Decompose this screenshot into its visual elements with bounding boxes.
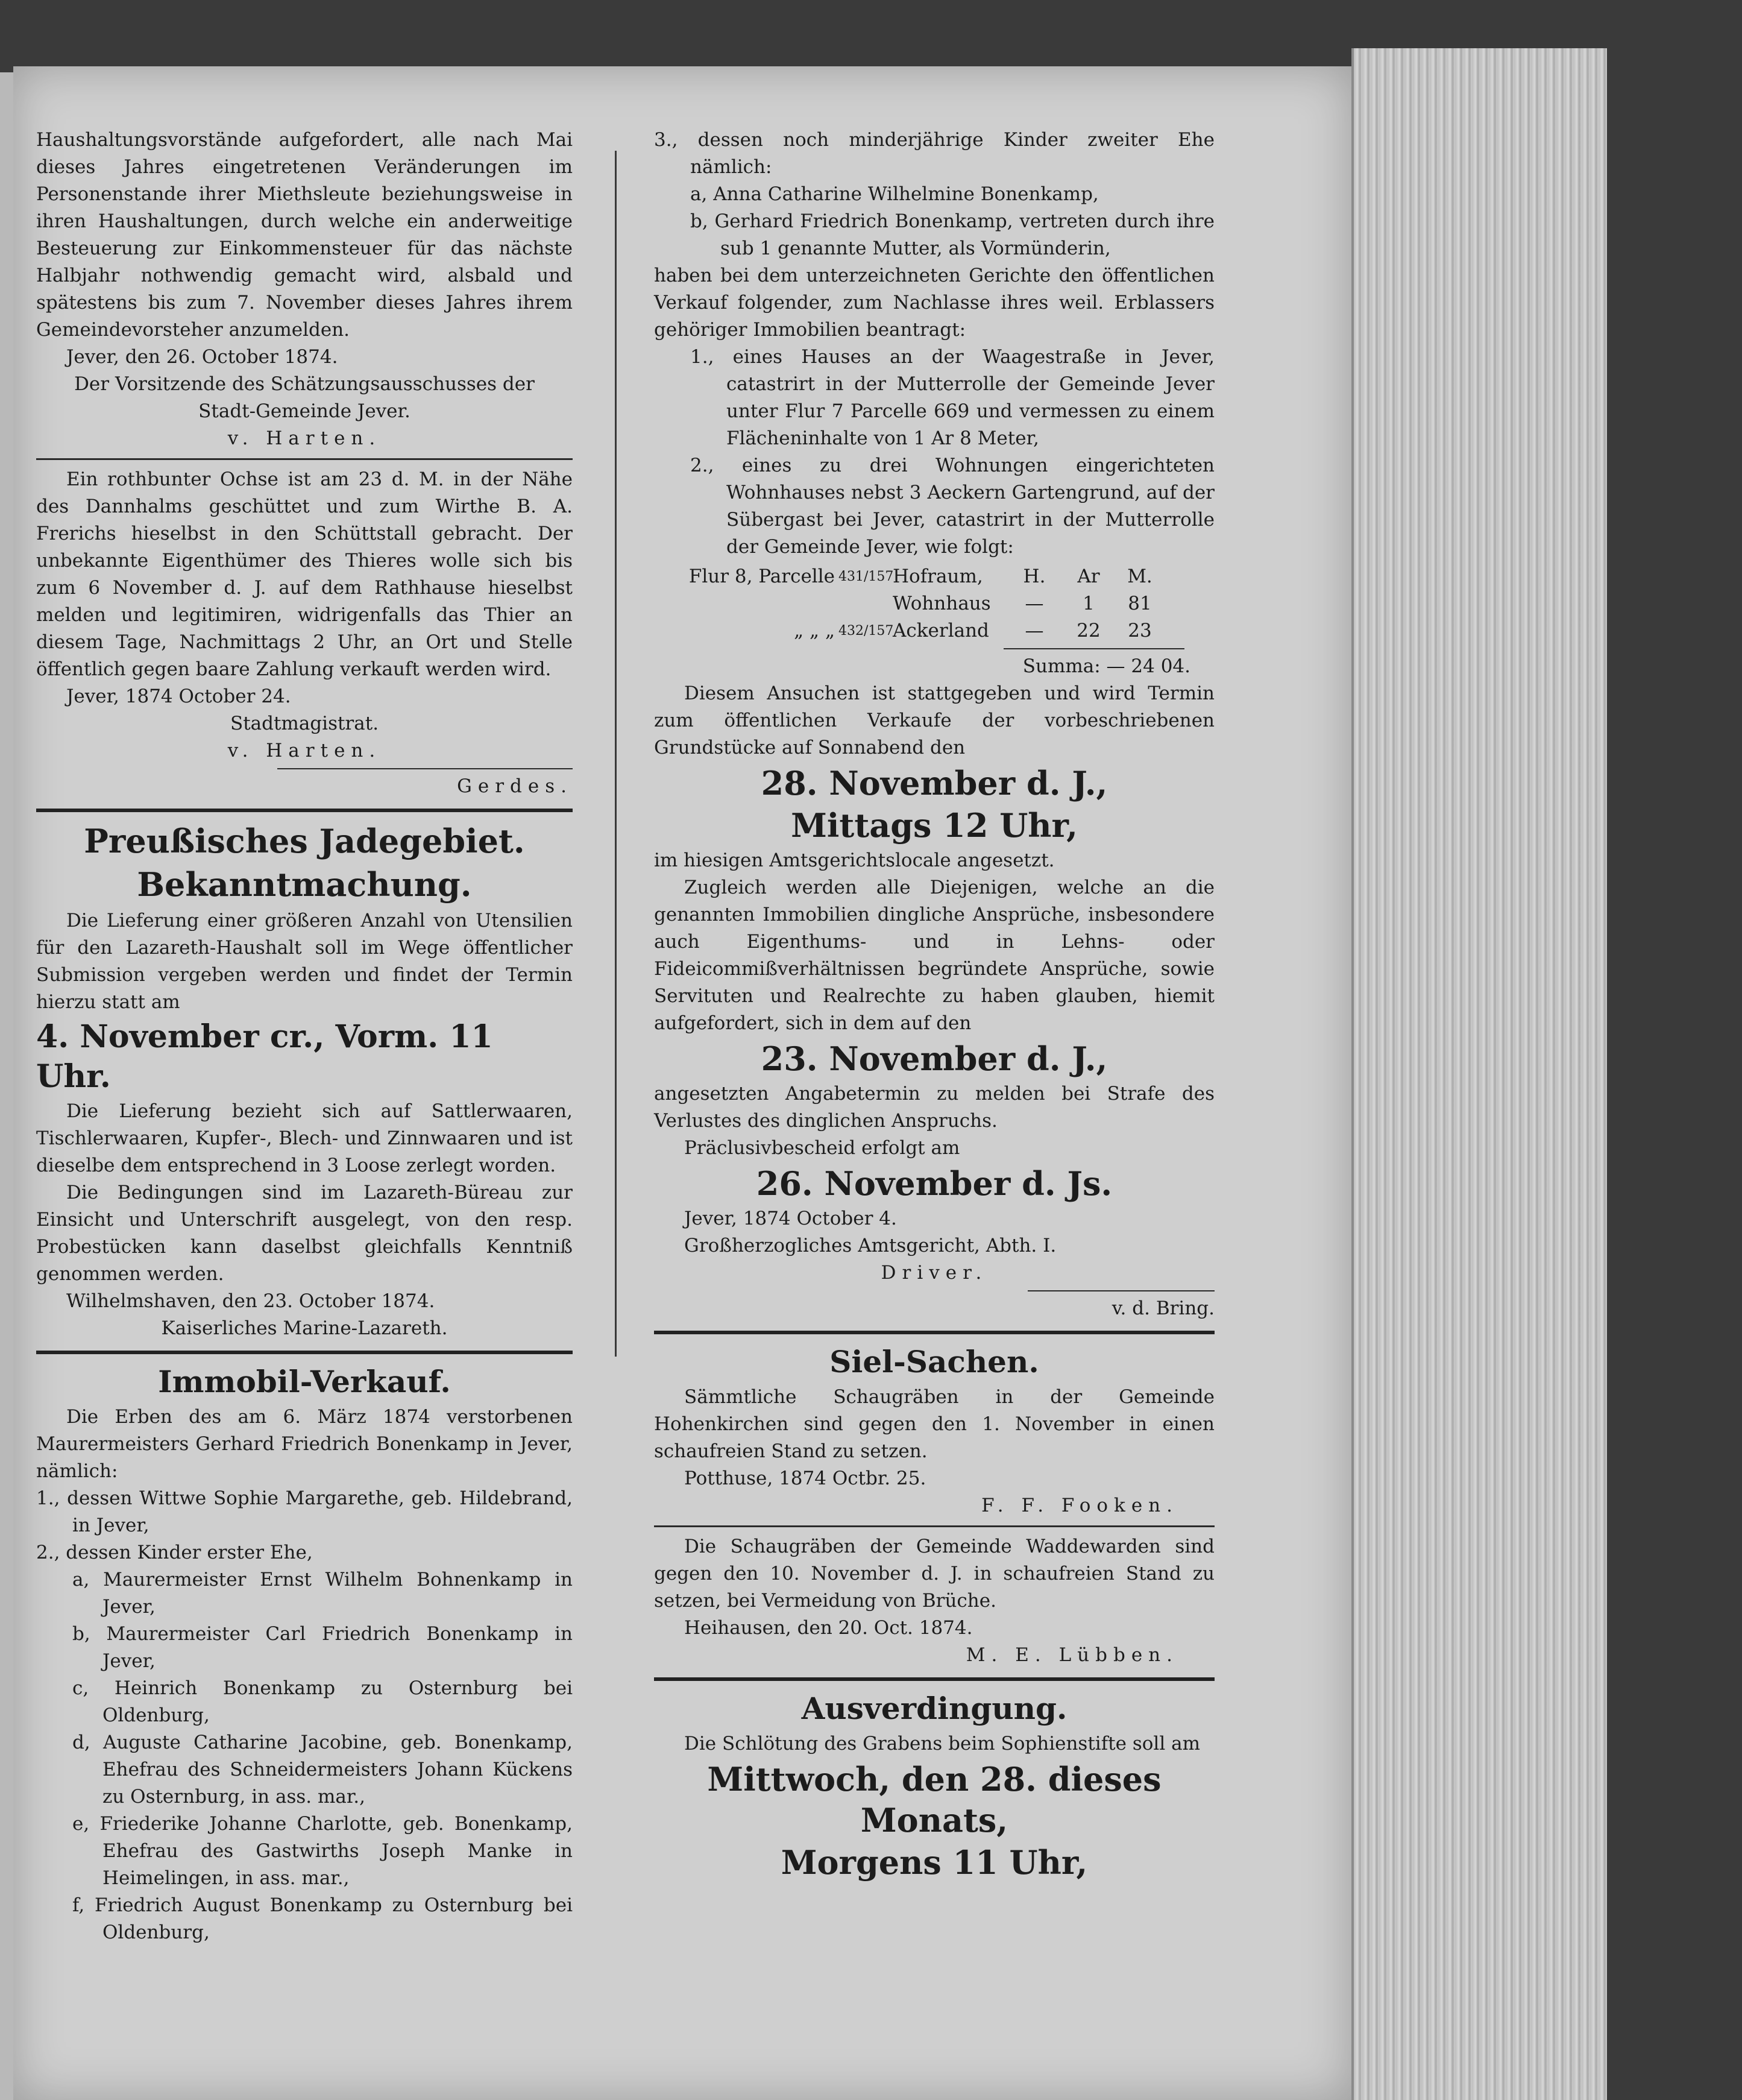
list-subitem: f, Friedrich August Bonenkamp zu Osternburg bei Oldenburg,	[72, 1894, 573, 1943]
notice-date: Jever, den 26. October 1874.	[66, 346, 338, 368]
notice-signer-name: M. E. Lübben.	[966, 1644, 1178, 1666]
notice-siel-sachen	[654, 1343, 1215, 1669]
list-subitem: a, Anna Catharine Wilhelmine Bonenkamp,	[690, 183, 1099, 205]
table-cell-parcel: 432/157	[838, 623, 894, 639]
notice-lazareth-submission	[36, 821, 573, 1342]
table-cell-parcel	[835, 590, 893, 617]
section-rule	[654, 1331, 1215, 1334]
table-row	[654, 617, 1215, 645]
notice-heading: Siel-Sachen.	[829, 1344, 1039, 1380]
notice-ausverdingung	[654, 1689, 1215, 1883]
notice-body: Die Schaugräben der Gemeinde Waddewarden sind gegen den 10. November d. J. in schaufreien Stand zu setzen, bei Vermeidung von Brüche.	[654, 1536, 1215, 1612]
notice-tax-registration	[36, 127, 573, 452]
section-rule	[654, 1525, 1215, 1527]
list-item: 1., dessen Wittwe Sophie Margarethe, geb. Hildebrand, in Jever,	[36, 1487, 573, 1536]
sum-rule	[1004, 648, 1184, 649]
list-subitem: d, Auguste Catharine Jacobine, geb. Bonenkamp, Ehefrau des Schneidermeisters Johann Kückens zu Osternburg, in ass. mar.,	[72, 1732, 573, 1808]
list-item: 3., dessen noch minderjährige Kinder zweiter Ehe nämlich:	[654, 129, 1215, 178]
notice-heading: Ausverdingung.	[801, 1691, 1068, 1726]
column-divider	[615, 151, 617, 1357]
notice-body: Präclusivbescheid erfolgt am	[684, 1137, 960, 1159]
notice-body: haben bei dem unterzeichneten Gerichte den öffentlichen Verkauf folgender, zum Nachlasse ihres weil. Erblassers gehöriger Immobilien beantragt:	[654, 265, 1215, 341]
property-item: 1., eines Hauses an der Waagestraße in Jever, catastrirt in der Mutterrolle der Gemeinde Jever unter Flur 7 Parcelle 669 und vermessen zu einem Flächeninhalte von 1 Ar 8 Meter,	[690, 346, 1215, 449]
table-cell-m: M.	[1127, 566, 1152, 587]
notice-subheading: Bekanntmachung.	[137, 865, 472, 904]
table-cell-use: Hofraum,	[893, 566, 983, 587]
notice-date-big: 28. November d. J.,	[761, 764, 1108, 802]
notice-authority: Stadtmagistrat.	[230, 713, 379, 734]
notice-signer-name: v. Harten.	[227, 427, 382, 449]
right-column	[654, 127, 1215, 1884]
notice-date-big: 26. November d. Js.	[756, 1164, 1113, 1203]
table-cell-use: Ackerland	[893, 620, 989, 642]
notice-time-big: Morgens 11 Uhr,	[781, 1843, 1088, 1882]
table-row	[654, 563, 1215, 590]
notice-signer-body: Stadt-Gemeinde Jever.	[198, 400, 410, 422]
table-cell-h: —	[1025, 593, 1044, 614]
notice-clerk-name: Gerdes.	[457, 775, 573, 797]
table-cell-flur: Flur 8, Parcelle	[688, 566, 835, 587]
table-cell-parcel: 431/157	[838, 569, 894, 584]
notice-authority: Kaiserliches Marine-Lazareth.	[161, 1317, 448, 1339]
table-cell-ar: 1	[1083, 593, 1095, 614]
list-subitem: b, Maurermeister Carl Friedrich Bonenkamp in Jever,	[72, 1623, 573, 1672]
notice-body: im hiesigen Amtsgerichtslocale angesetzt.	[654, 850, 1055, 871]
notice-body: Die Lieferung bezieht sich auf Sattlerwaaren, Tischlerwaaren, Kupfer-, Blech- und Zinnwaaren und ist dieselbe dem entsprechend in 3 Loose zerlegt worden.	[36, 1100, 573, 1176]
property-item: 2., eines zu drei Wohnungen eingerichteten Wohnhauses nebst 3 Aeckern Gartengrund, auf der Sübergast bei Jever, catastrirt in der Mutterrolle der Gemeinde Jever, wie folgt:	[690, 455, 1215, 558]
notice-body: Zugleich werden alle Diejenigen, welche an die genannten Immobilien dingliche Ansprüche, insbesondere auch Eigenthums- und in Lehns- oder Fideicommißverhältnissen begründete Ansprüche, sowie Servituten und Realrechte zu haben glauben, hiemit aufgefordert, sich in dem auf den	[654, 877, 1215, 1034]
signature-rule	[1028, 1290, 1215, 1291]
table-cell-ar: 22	[1077, 620, 1101, 642]
notice-date-big: 23. November d. J.,	[761, 1039, 1108, 1078]
notice-date: Jever, 1874 October 24.	[66, 686, 291, 707]
notice-body: Die Bedingungen sind im Lazareth-Büreau zur Einsicht und Unterschrift ausgelegt, von den resp. Probestücken kann daselbst gleichfalls Kenntniß genommen werden.	[36, 1182, 573, 1285]
table-cell-h: —	[1025, 620, 1044, 642]
notice-date-big: 4. November cr., Vorm. 11 Uhr.	[36, 1018, 493, 1095]
notice-date: Wilhelmshaven, den 23. October 1874.	[66, 1290, 435, 1312]
notice-body: Ein rothbunter Ochse ist am 23 d. M. in der Nähe des Dannhalms geschüttet und zum Wirthe B. A. Frerichs hieselbst in den Schüttstall gebracht. Der unbekannte Eigenthümer des Thieres wolle sich bis zum 6 November d. J. auf dem Rathhause hieselbst melden und legitimiren, widrigenfalls das Thier an diesem Tage, Nachmittags 2 Uhr, an Ort und Stelle öffentlich gegen baare Zahlung verkauft werden wird.	[36, 468, 573, 680]
notice-stray-ox	[36, 466, 573, 800]
table-cell-m: 81	[1128, 593, 1152, 614]
table-cell-use: Wohnhaus	[893, 593, 991, 614]
notice-body: Die Erben des am 6. März 1874 verstorbenen Maurermeisters Gerhard Friedrich Bonenkamp in Jever, nämlich:	[36, 1406, 573, 1482]
notice-body: Die Lieferung einer größeren Anzahl von Utensilien für den Lazareth-Haushalt soll im Wege öffentlicher Submission vergeben werden und findet der Termin hierzu statt am	[36, 910, 573, 1013]
parcel-table	[654, 563, 1215, 680]
notice-signer-name: v. Harten.	[227, 740, 382, 761]
list-subitem: c, Heinrich Bonenkamp zu Osternburg bei Oldenburg,	[72, 1677, 573, 1726]
notice-time-big: Mittags 12 Uhr,	[791, 806, 1078, 845]
notice-clerk-name: v. d. Bring.	[1112, 1298, 1215, 1319]
table-cell-ar: Ar	[1077, 566, 1100, 587]
notice-date: Jever, 1874 October 4.	[684, 1208, 897, 1229]
list-subitem: b, Gerhard Friedrich Bonenkamp, vertreten durch ihre sub 1 genannte Mutter, als Vormünderin,	[690, 210, 1215, 259]
signature-rule	[277, 768, 573, 769]
list-subitem: e, Friederike Johanne Charlotte, geb. Bonenkamp, Ehefrau des Gastwirths Joseph Manke in Heimelingen, in ass. mar.,	[72, 1813, 573, 1889]
table-cell-flur: „ „ „	[794, 620, 835, 642]
notice-heading: Preußisches Jadegebiet.	[84, 822, 525, 860]
notice-signer-name: Driver.	[881, 1262, 988, 1284]
list-subitem: a, Maurermeister Ernst Wilhelm Bohnenkamp in Jever,	[72, 1569, 573, 1618]
notice-heading: Immobil-Verkauf.	[158, 1364, 451, 1399]
table-cell-flur	[654, 590, 835, 617]
notice-body: Haushaltungsvorstände aufgefordert, alle nach Mai dieses Jahres eingetretenen Veränderungen im Personenstande ihrer Miethsleute beziehungsweise in ihren Haushaltungen, durch welche ein anderweitige Besteuerung zur Einkommensteuer für das nächste Halbjahr nothwendig gemacht wird, alsbald und spätestens bis zum 7. November dieses Jahres ihrem Gemeindevorsteher anzumelden.	[36, 129, 573, 341]
notice-real-estate-sale-continued	[654, 127, 1215, 1322]
notice-signer-name: F. F. Fooken.	[981, 1495, 1178, 1516]
notice-body: Diesem Ansuchen ist stattgegeben und wird Termin zum öffentlichen Verkaufe der vorbeschriebenen Grundstücke auf Sonnabend den	[654, 683, 1215, 758]
notice-signer-title: Der Vorsitzende des Schätzungsausschusses der	[74, 373, 535, 395]
notice-authority: Großherzogliches Amtsgericht, Abth. I.	[684, 1235, 1057, 1257]
left-column	[36, 127, 573, 1946]
notice-body: Sämmtliche Schaugräben in der Gemeinde Hohenkirchen sind gegen den 1. November in einen schaufreien Stand zu setzen.	[654, 1386, 1215, 1462]
list-item: 2., dessen Kinder erster Ehe,	[36, 1542, 313, 1563]
notice-real-estate-sale	[36, 1363, 573, 1946]
notice-body: Die Schlötung des Grabens beim Sophienstifte soll am	[684, 1733, 1200, 1755]
notice-date: Heihausen, den 20. Oct. 1874.	[684, 1617, 973, 1639]
notice-body: angesetzten Angabetermin zu melden bei Strafe des Verlustes des dinglichen Anspruchs.	[654, 1083, 1215, 1132]
table-summa: Summa: — 24 04.	[1022, 655, 1190, 677]
table-cell-m: 23	[1128, 620, 1152, 642]
book-page-edges	[1351, 48, 1607, 2100]
notice-date: Potthuse, 1874 Octbr. 25.	[684, 1468, 926, 1489]
notice-date-big: Mittwoch, den 28. dieses Monats,	[707, 1760, 1162, 1840]
section-rule	[36, 809, 573, 812]
section-rule	[36, 1351, 573, 1354]
section-rule	[36, 458, 573, 460]
section-rule	[654, 1677, 1215, 1681]
table-cell-h: H.	[1023, 566, 1046, 587]
table-row	[654, 590, 1215, 617]
